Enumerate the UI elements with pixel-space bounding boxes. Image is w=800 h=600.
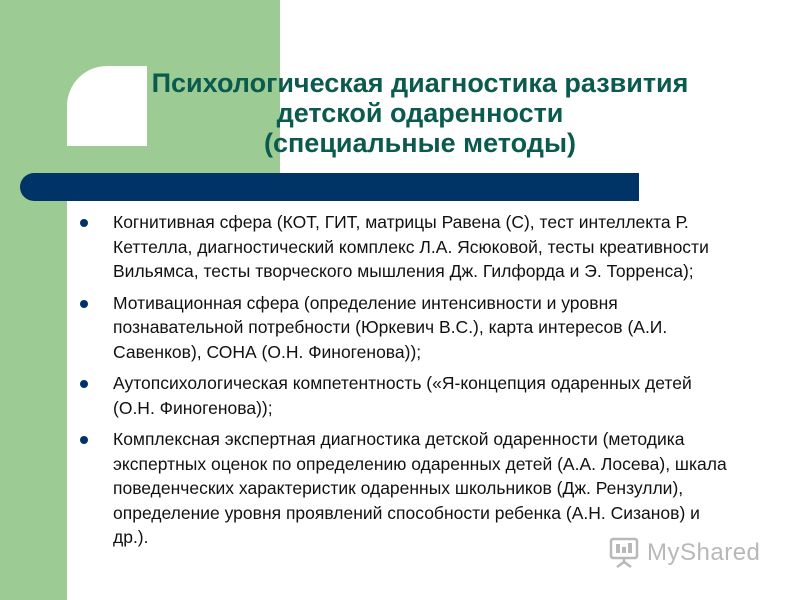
bullet-icon	[80, 436, 88, 444]
title-line: детской одаренности	[276, 98, 564, 128]
slide-title	[70, 68, 770, 158]
bullet-list	[78, 210, 738, 557]
list-item	[78, 427, 738, 550]
list-item-text: Мотивационная сфера (определение интенсивности и уровня познавательной потребности (Юркевич В.С.), карта интересов (А.И. Савенков), СОНА (О.Н. Финогенова));	[113, 292, 668, 362]
list-item	[78, 371, 738, 420]
list-item	[78, 210, 738, 284]
watermark	[607, 535, 760, 571]
watermark-text: MyShared	[647, 539, 761, 566]
list-item-text: Аутопсихологическая компетентность («Я-концепция одаренных детей (О.Н. Финогенова));	[113, 373, 692, 418]
title-underline-bar	[20, 173, 639, 201]
presentation-board-icon	[607, 536, 641, 570]
title-line: (специальные методы)	[263, 128, 576, 158]
title-line: Психологическая диагностика развития	[151, 68, 689, 98]
list-item-text: Когнитивная сфера (КОТ, ГИТ, матрицы Равена (С), тест интеллекта Р. Кеттелла, диагностический комплекс Л.А. Ясюковой, тесты креативности Вильямса, тесты творческого мышления Дж. Гилфорда и Э. Торренса);	[113, 212, 709, 281]
list-item	[78, 291, 738, 365]
bullet-icon	[80, 300, 88, 308]
bullet-icon	[80, 380, 88, 388]
list-item-text: Комплексная экспертная диагностика детской одаренности (методика экспертных оценок по определению одаренных детей (А.А. Лосева), шкала поведенческих характеристик одаренных школьников (Дж. Рензулли), определение уровня проявлений способности ребенка (А.Н. Сизанов) и др.).	[113, 429, 727, 547]
bullet-icon	[80, 219, 88, 227]
